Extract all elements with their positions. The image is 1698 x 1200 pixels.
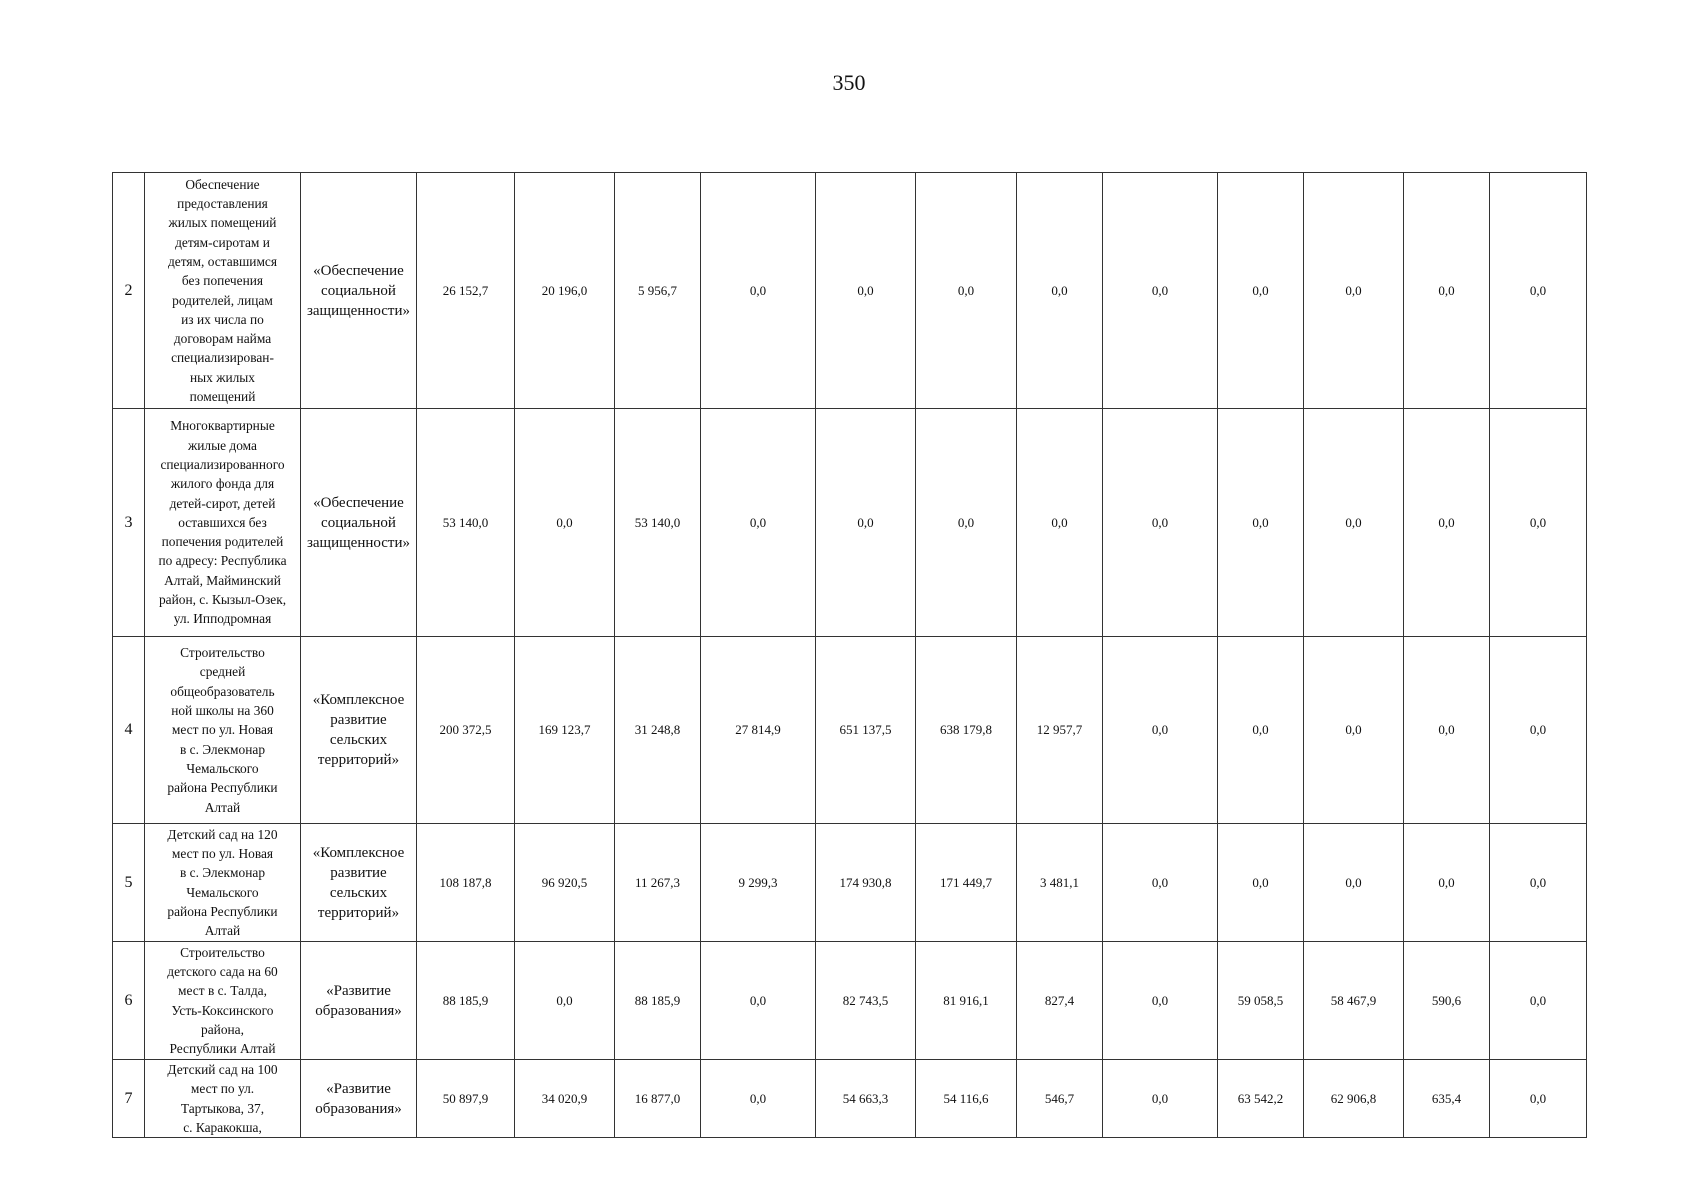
table-row xyxy=(113,824,1587,942)
value-cell: 26 152,7 xyxy=(417,173,515,409)
value-cell: 63 542,2 xyxy=(1218,1060,1304,1138)
value-cell: 0,0 xyxy=(1404,637,1490,824)
value-cell: 9 299,3 xyxy=(701,824,816,942)
value-cell: 0,0 xyxy=(1017,173,1103,409)
value-cell: 635,4 xyxy=(1404,1060,1490,1138)
value-cell: 0,0 xyxy=(1404,824,1490,942)
value-cell: 54 663,3 xyxy=(816,1060,916,1138)
program-cell: «Комплексное развитие сельских территорий» xyxy=(301,637,417,824)
value-cell: 0,0 xyxy=(515,409,615,637)
row-number-cell: 5 xyxy=(113,824,145,942)
value-cell: 0,0 xyxy=(1103,824,1218,942)
program-cell: «Обеспечение социальной защищенности» xyxy=(301,409,417,637)
value-cell: 11 267,3 xyxy=(615,824,701,942)
value-cell: 0,0 xyxy=(515,942,615,1060)
value-cell: 171 449,7 xyxy=(916,824,1017,942)
value-cell: 12 957,7 xyxy=(1017,637,1103,824)
value-cell: 53 140,0 xyxy=(417,409,515,637)
value-cell: 0,0 xyxy=(1490,1060,1587,1138)
object-name-cell: Детский сад на 120 мест по ул. Новая в с. Элекмонар Чемальского района Республики Алтай xyxy=(145,824,301,942)
value-cell: 827,4 xyxy=(1017,942,1103,1060)
object-name-cell: Обеспечение предоставления жилых помещений детям-сиротам и детям, оставшимся без попечения родителей, лицам из их числа по договорам найма специализирован- ных жилых помещений xyxy=(145,173,301,409)
value-cell: 54 116,6 xyxy=(916,1060,1017,1138)
value-cell: 0,0 xyxy=(1490,942,1587,1060)
value-cell: 0,0 xyxy=(1103,637,1218,824)
program-cell: «Развитие образования» xyxy=(301,942,417,1060)
value-cell: 174 930,8 xyxy=(816,824,916,942)
value-cell: 0,0 xyxy=(1103,942,1218,1060)
value-cell: 20 196,0 xyxy=(515,173,615,409)
value-cell: 0,0 xyxy=(916,409,1017,637)
value-cell: 546,7 xyxy=(1017,1060,1103,1138)
value-cell: 0,0 xyxy=(1103,173,1218,409)
value-cell: 638 179,8 xyxy=(916,637,1017,824)
value-cell: 3 481,1 xyxy=(1017,824,1103,942)
table-row xyxy=(113,1060,1587,1138)
value-cell: 88 185,9 xyxy=(417,942,515,1060)
value-cell: 0,0 xyxy=(1304,409,1404,637)
table-row xyxy=(113,942,1587,1060)
value-cell: 96 920,5 xyxy=(515,824,615,942)
value-cell: 0,0 xyxy=(1490,173,1587,409)
object-name-cell: Детский сад на 100 мест по ул. Тартыкова, 37, с. Каракокша, xyxy=(145,1060,301,1138)
page-number: 350 xyxy=(832,70,866,95)
value-cell: 5 956,7 xyxy=(615,173,701,409)
value-cell: 169 123,7 xyxy=(515,637,615,824)
value-cell: 31 248,8 xyxy=(615,637,701,824)
value-cell: 50 897,9 xyxy=(417,1060,515,1138)
row-number-cell: 2 xyxy=(113,173,145,409)
value-cell: 0,0 xyxy=(1218,824,1304,942)
program-cell: «Развитие образования» xyxy=(301,1060,417,1138)
value-cell: 53 140,0 xyxy=(615,409,701,637)
value-cell: 651 137,5 xyxy=(816,637,916,824)
value-cell: 58 467,9 xyxy=(1304,942,1404,1060)
value-cell: 16 877,0 xyxy=(615,1060,701,1138)
row-number-cell: 7 xyxy=(113,1060,145,1138)
value-cell: 0,0 xyxy=(1218,173,1304,409)
value-cell: 0,0 xyxy=(1304,637,1404,824)
row-number-cell: 4 xyxy=(113,637,145,824)
value-cell: 34 020,9 xyxy=(515,1060,615,1138)
value-cell: 0,0 xyxy=(701,1060,816,1138)
object-name-cell: Многоквартирные жилые дома специализированного жилого фонда для детей-сирот, детей оставшихся без попечения родителей по адресу: Республика Алтай, Майминский район, с. Кызыл-Озек, ул. Ипподромная xyxy=(145,409,301,637)
object-name-cell: Строительство детского сада на 60 мест в с. Талда, Усть-Коксинского района, Республики Алтай xyxy=(145,942,301,1060)
value-cell: 59 058,5 xyxy=(1218,942,1304,1060)
table-row xyxy=(113,409,1587,637)
value-cell: 0,0 xyxy=(1404,173,1490,409)
table-row xyxy=(113,637,1587,824)
value-cell: 0,0 xyxy=(1218,409,1304,637)
value-cell: 27 814,9 xyxy=(701,637,816,824)
value-cell: 0,0 xyxy=(1404,409,1490,637)
object-name-cell: Строительство средней общеобразователь ной школы на 360 мест по ул. Новая в с. Элекмонар Чемальского района Республики Алтай xyxy=(145,637,301,824)
value-cell: 0,0 xyxy=(701,173,816,409)
value-cell: 0,0 xyxy=(1103,1060,1218,1138)
value-cell: 0,0 xyxy=(1490,824,1587,942)
value-cell: 0,0 xyxy=(1218,637,1304,824)
row-number-cell: 6 xyxy=(113,942,145,1060)
row-number-cell: 3 xyxy=(113,409,145,637)
program-cell: «Комплексное развитие сельских территорий» xyxy=(301,824,417,942)
value-cell: 81 916,1 xyxy=(916,942,1017,1060)
value-cell: 0,0 xyxy=(701,942,816,1060)
value-cell: 0,0 xyxy=(916,173,1017,409)
value-cell: 0,0 xyxy=(1103,409,1218,637)
value-cell: 88 185,9 xyxy=(615,942,701,1060)
value-cell: 0,0 xyxy=(1490,409,1587,637)
value-cell: 0,0 xyxy=(1304,824,1404,942)
program-cell: «Обеспечение социальной защищенности» xyxy=(301,173,417,409)
value-cell: 0,0 xyxy=(701,409,816,637)
value-cell: 0,0 xyxy=(816,173,916,409)
value-cell: 0,0 xyxy=(1490,637,1587,824)
value-cell: 108 187,8 xyxy=(417,824,515,942)
value-cell: 590,6 xyxy=(1404,942,1490,1060)
value-cell: 0,0 xyxy=(1304,173,1404,409)
value-cell: 82 743,5 xyxy=(816,942,916,1060)
value-cell: 0,0 xyxy=(1017,409,1103,637)
value-cell: 0,0 xyxy=(816,409,916,637)
value-cell: 62 906,8 xyxy=(1304,1060,1404,1138)
table-row xyxy=(113,173,1587,409)
financing-table xyxy=(112,172,1587,1138)
value-cell: 200 372,5 xyxy=(417,637,515,824)
